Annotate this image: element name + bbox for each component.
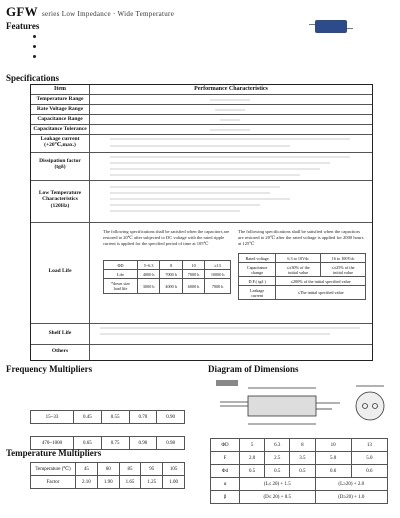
cell: 60 [97,463,119,476]
col-item: Item [54,86,66,92]
row-label: Capacitance Range [37,116,83,122]
cell: 4000 h [137,270,159,279]
load-life-right-text: The following specifications shall be satisfied when the capacitors are restored to 20℃ after the rated voltage is applied for 2000 hours at 125℃ [238,229,364,246]
cell: 13 [351,439,387,452]
row-label: Leakage current (+20℃,max.) [40,136,80,149]
cell: ≤±30% of the initial value [276,263,321,277]
cell: 8 [290,439,315,452]
cell: Capacitance change [239,263,276,277]
cell: 0.5 [265,465,290,478]
cell [31,424,74,437]
capacitor-photo [315,20,347,33]
cell: 0.90 [157,411,185,424]
row-label: Temperature Range [36,96,84,102]
cell: 4000 h [160,279,182,294]
cell: 1.65 [119,476,141,489]
cell: ≤The initial specified value [276,286,366,300]
cell: 5~6.3 [137,261,159,270]
cell: 470~1000 [31,437,74,450]
cell: 0.75 [101,437,129,450]
load-life-right-table [238,253,366,300]
row-label: Low Temperature Characteristics (120Hz) [38,190,82,209]
cell: 2.10 [76,476,98,489]
cell: 45 [76,463,98,476]
cell: α [211,478,240,491]
cell [74,424,102,437]
cell: 0.55 [101,411,129,424]
cell: 0.98 [157,437,185,450]
cell: β [211,491,240,504]
cell: 1.00 [163,476,185,489]
cell: ΦD [104,261,138,270]
dimension-diagram [210,376,395,431]
cell [74,398,102,411]
cell: 0.5 [290,465,315,478]
series-name: GFW [6,4,38,19]
faint-text-lines [90,95,372,345]
cell: 3000 h [137,279,159,294]
cell: Φd [211,465,240,478]
cell: (L≤ 20) + 1.5 [240,478,316,491]
cell: ΦD [211,439,240,452]
cell: 0.6 [315,465,351,478]
series-subtitle: series Low Impedance · Wide Temperature [41,10,175,18]
cell: 5.0 [315,452,351,465]
cell: 0.90 [129,437,157,450]
cell: 0.45 [74,411,102,424]
cell: D.F.( tgδ ) [239,277,276,286]
frequency-heading: Frequency Multipliers [6,364,93,374]
cell [31,398,74,411]
cell: 7000 h [182,270,204,279]
frequency-table [30,398,185,450]
temperature-heading: Temperature Multipliers [6,448,102,458]
cell: 0.70 [129,411,157,424]
cell: ≤200% of the initial specified value [276,277,366,286]
temperature-table [30,462,185,489]
cell: 0.5 [240,465,265,478]
cell: 105 [163,463,185,476]
cell: 95 [141,463,163,476]
cell [129,398,157,411]
cell [157,398,185,411]
dimensions-heading: Diagram of Dimensions [208,364,299,374]
row-label: Shelf Life [48,330,72,336]
load-life-left-text: The following specifications shall be satisfied when the capacitors are restored to 20℃ after subjected to DC voltage with the rated ripple current is applied for the specified period of time at 105℃ [103,229,230,246]
cell: *down size load life [104,279,138,294]
cell: (L≥20) + 2.0 [315,478,387,491]
cell: 85 [119,463,141,476]
cell: 10000 h [205,270,231,279]
cell: F [211,452,240,465]
cell: 15~33 [31,411,74,424]
row-label: Dissipation factor (tgδ) [39,158,81,171]
cell: Factor [31,476,76,489]
cell: 7000 h [205,279,231,294]
cell: 3.5 [290,452,315,465]
cell [101,398,129,411]
cell: (D≤ 20) + 0.5 [240,491,316,504]
row-label: Rate Voltage Range [36,106,84,112]
series-title [6,4,174,20]
cell: 2.5 [265,452,290,465]
cell [157,424,185,437]
cell: 1.25 [141,476,163,489]
cell: Life [104,270,138,279]
feature-item [33,54,40,60]
cell [101,424,129,437]
cell: ≥13 [205,261,231,270]
features-heading: Features [6,21,40,31]
load-life-left-table [103,260,231,294]
cell: Rated voltage [239,254,276,263]
cell: 10 [315,439,351,452]
cell: 16 to 100Vdc [321,254,366,263]
row-label: Capacitance Tolerance [33,126,87,132]
cell [129,424,157,437]
row-label: Others [51,348,69,354]
cell: 6000 h [182,279,204,294]
cell: 5 [240,439,265,452]
specifications-heading: Specifications [6,73,59,83]
cell: 8 [160,261,182,270]
row-label: Load Life [48,268,72,274]
col-performance: Performance Characteristics [194,86,268,92]
cell: Leakage current [239,286,276,300]
dimension-table [210,438,388,504]
cell: 6.3 to 10Vdc [276,254,321,263]
feature-item [33,44,40,50]
cell: 1.90 [97,476,119,489]
cell: 6.3 [265,439,290,452]
cell: 7000 h [160,270,182,279]
cell: 10 [182,261,204,270]
cell: 5.0 [351,452,387,465]
cell: 2.0 [240,452,265,465]
cell: 0.6 [351,465,387,478]
cell: Temperature (℃) [31,463,76,476]
cell: (D≥20) + 1.0 [315,491,387,504]
cell: ≤±25% of the initial value [321,263,366,277]
cell: 0.65 [74,437,102,450]
feature-item [33,34,40,40]
